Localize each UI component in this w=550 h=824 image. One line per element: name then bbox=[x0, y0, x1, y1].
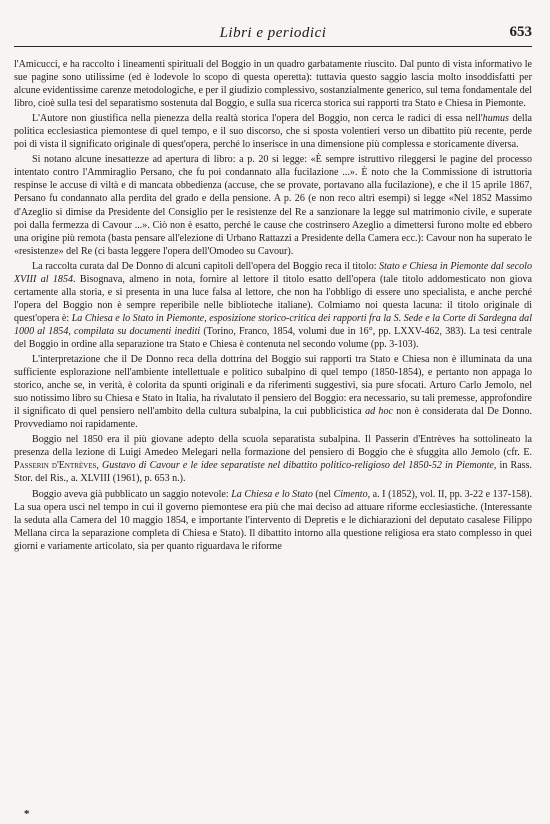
italic-title: Gustavo di Cavour e le idee separatiste nel dibattito politico-religioso del 1850-52 in Piemonte bbox=[102, 460, 494, 472]
paragraph-1 bbox=[14, 58, 532, 110]
italic-title: La Chiesa e lo Stato bbox=[231, 488, 313, 500]
italic-term: humus bbox=[482, 113, 509, 125]
paragraph-text: , bbox=[96, 460, 103, 472]
paragraph-text: della politica ecclesiastica piemontese di quel tempo, e il suo discorso, che si sposta volentieri verso un dibattito più recente, perde poi di vista il significato originale di quest'opera, perché lo inserisce in una dimensione più complessa e storicamente diversa. bbox=[14, 113, 532, 151]
paragraph-text: Boggio aveva già pubblicato un saggio notevole: bbox=[32, 488, 232, 500]
paragraph-text: (nel bbox=[312, 488, 334, 500]
body-text bbox=[14, 58, 532, 553]
paragraph-6 bbox=[14, 433, 532, 485]
paragraph-text: . Bisognava, almeno in nota, fornire al lettore il titolo esatto dell'opera (tale titolo addomesticato non giova certamente alla storia, e si presenta in una luce falsa al lettore, che non ha l'obbligo di essere uno specialista, e anche perché l'opera del Boggio non è sempre reperibile nelle biblioteche italiane). Colmiamo noi questa lacuna: il titolo originale di quest'opera è: bbox=[14, 273, 532, 324]
page-number: 653 bbox=[509, 24, 532, 40]
page-header bbox=[14, 18, 532, 47]
paragraph-text: L'interpretazione che il De Donno reca della dottrina del Boggio sui rapporti tra Stato e Chiesa non è illuminata da una sufficiente esplorazione nell'ambiente intellettuale e politico subalpino di quel tempo (1850-1854), e pertanto non appaga lo storico, anche se, in verità, è colorita da spunti originali e da riferimenti suggestivi, sia pure sfocati. Arturo Carlo Jemolo, nel suo notissimo libro su Chiesa e Stato in Italia, ha rivalutato il pensiero del Boggio: era necessario, su tali premesse, approfondire il significato di quel pensiero nell'ambito della cultura subalpina, la cui pubblicistica bbox=[14, 354, 532, 418]
paragraph-text: (Torino, Franco, 1854, volumi due in 16°, pp. LXXV-462, 383). La tesi centrale del Boggio in ordine alla separazione tra Stato e Chiesa è contenuta nel secondo volume (pp. 3-103). bbox=[14, 325, 532, 350]
paragraph-text: , a. I (1852), vol. II, pp. 3-22 e 137-158). La sua opera uscì nel tempo in cui il governo piemontese era più che mai deciso ad attuare riforme ecclesiastiche. (Interessante la seduta alla Camera del 10 maggio 1854, e importante l'intervento di Depretis e le dichiarazioni del deputato casalese Filippo Mellana circa la separazione completa di Chiesa e Stato). Il dibattito intorno alla questione religiosa era stato complesso in quei giorni e variamente articolato, sia per quanto riguardava le riforme bbox=[14, 488, 532, 552]
running-title: Libri e periodici bbox=[219, 25, 327, 41]
italic-term: ad hoc bbox=[365, 406, 393, 418]
paragraph-5 bbox=[14, 353, 532, 431]
paragraph-text: La raccolta curata dal De Donno di alcuni capitoli dell'opera del Boggio reca il titolo: bbox=[32, 260, 380, 272]
paragraph-text: , in Rass. Stor. del Ris., a. XLVIII (1961), p. 653 n.). bbox=[14, 460, 532, 485]
paragraph-text: Si notano alcune inesattezze ad apertura di libro: a p. 20 si legge: «È sempre istruttivo rileggersi le pagine del processo intentato contro l'Ammiraglio Persano, che fu poi condannato alla fucilazione ...». È noto che la Commissione di istruttoria respinse le accuse di viltà e di mancata obbedienza (accuse, che se provate, portavano alla fucilazione), e che il 15 aprile 1867, Persano fu condannato alla perdita del grado e della pensione. A p. 26 (e non reco altri esempi) si legge «Nel 1852 Massimo d'Azeglio si dimise da Presidente del Consiglio per le resistenze del Re a sanzionare la legge sul matrimonio civile, e superate poi dalla fermezza di Cavour ...». Ciò non è esatto, perché le cause che costrinsero Azeglio a dimettersi furono molte ed ebbero una origine più remota (basta pensare all'elezione di Urbano Rattazzi a Presidente della Camera ecc.): Cavour non ha superato le «resistenze» del Re (ci basta leggere l'opera dell'Omodeo su Cavour). bbox=[14, 154, 532, 257]
paragraph-text: L'Autore non giustifica nella pienezza della realtà storica l'opera del Boggio, non cerca le radici di essa nell' bbox=[32, 113, 483, 125]
paragraph-4 bbox=[14, 260, 532, 351]
italic-title: La Chiesa e lo Stato in Piemonte, esposizione storico-critica dei rapporti fra la S. Sede e la Corte di Sardegna dal 1000 al 1854, compilata su documenti inediti bbox=[14, 312, 532, 337]
paragraph-text: non è considerata dal De Donno. Provvediamo noi rapidamente. bbox=[14, 406, 532, 431]
paragraph-2 bbox=[14, 112, 532, 151]
paragraph-3 bbox=[14, 153, 532, 257]
italic-title: Cimento bbox=[333, 488, 368, 500]
author-name: Passerin d'Entrèves bbox=[14, 460, 97, 472]
italic-title: Stato e Chiesa in Piemonte dal secolo XVIII al 1854 bbox=[14, 260, 532, 285]
paragraph-7 bbox=[14, 488, 532, 553]
paragraph-text: Boggio nel 1850 era il più giovane adepto della scuola separatista subalpina. Il Passerin d'Entrèves ha sottolineato la presenza della lezione di Luigi Amedeo Melegari nella formazione del pensiero di Boggio che è sfuggita allo Jemolo (cfr. E. bbox=[14, 434, 532, 459]
paragraph-text: l'Amicucci, e ha raccolto i lineamenti spirituali del Boggio in un quadro garbatamente riuscito. Dal punto di vista informativo le sue pagine sono utilissime (ed è lodevole lo scopo di questa operetta): tuttavia questo saggio lascia molto insoddisfatti per alcune evidentissime carenze metodologiche, e per il giudizio complessivo, sostanzialmente generico, sul tema fondamentale del libro, cioè sulla tesi del separatismo sostenuta dal Boggio, e sulla sua ricerca storica sui rapporti tra Stato e Chiesa in Piemonte. bbox=[14, 59, 532, 110]
footer-mark: * bbox=[24, 808, 30, 820]
